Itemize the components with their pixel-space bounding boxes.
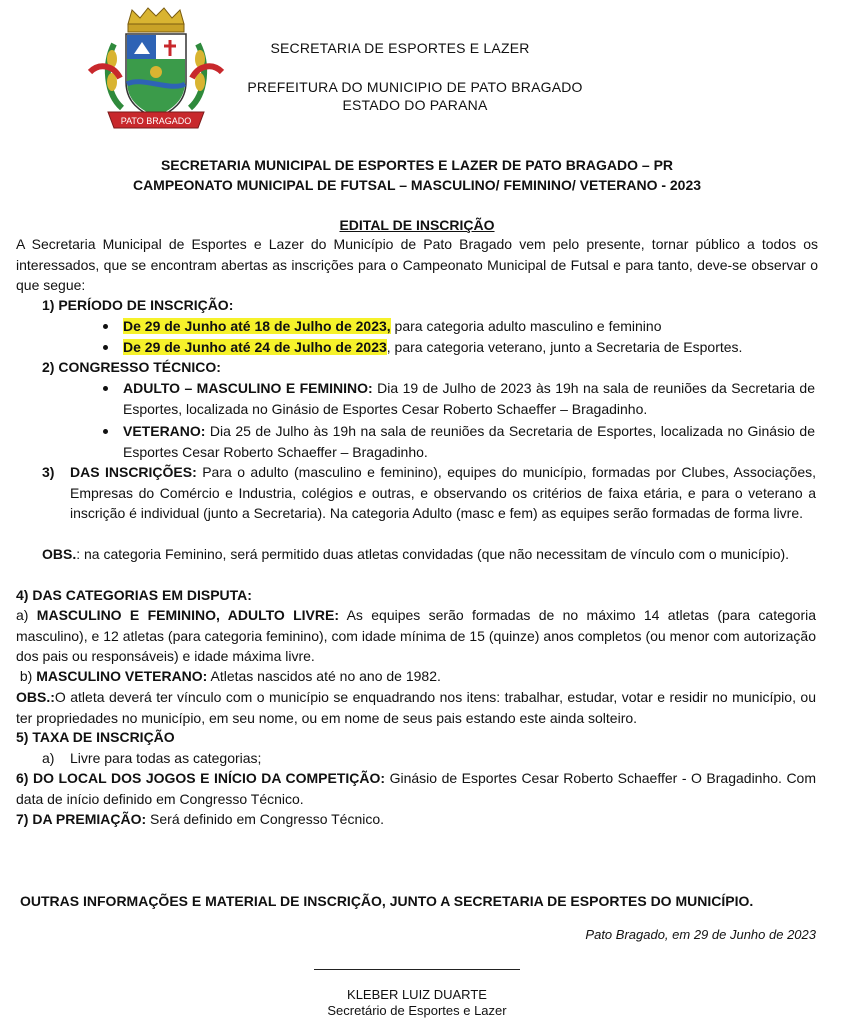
section-6-text: Ginásio de Esportes Cesar Roberto Schaeffer - O Bragadinho. Com data de início definido em Congresso Técnico. bbox=[16, 770, 817, 807]
section-6-paragraph bbox=[16, 768, 816, 809]
s4-obs-text: O atleta deverá ter vínculo com o município se enquadrando nos itens: trabalhar, estudar, votar e residir no município, ou ter propriedades no município, em seu nome, ou em nome de seus pais estando este ainda solteiro. bbox=[16, 689, 816, 726]
s4-a-text: As equipes serão formadas de no máximo 14 atletas (para categoria masculino), e 12 atletas (para categoria feminino), com idade mínima de 15 (quinze) anos completos (ou menor com autorização dos pais ou responsáveis) e idade máxima livre. bbox=[16, 607, 816, 664]
footer-date: Pato Bragado, em 29 de Junho de 2023 bbox=[585, 927, 816, 942]
section-3-obs-label: OBS. bbox=[42, 546, 77, 562]
section-6-heading: 6) DO LOCAL DOS JOGOS E INÍCIO DA COMPETIÇÃO: bbox=[16, 770, 386, 786]
s1-text-veterano: , para categoria veterano, junto a Secretaria de Esportes. bbox=[386, 339, 743, 355]
s2-bullet-adulto bbox=[123, 378, 815, 419]
section-5-heading: 5) TAXA DE INSCRIÇÃO bbox=[16, 729, 175, 745]
section-3-heading: DAS INSCRIÇÕES: bbox=[70, 464, 197, 480]
s4-b-label: MASCULINO VETERANO: bbox=[36, 668, 208, 684]
section-7-text: Será definido em Congresso Técnico. bbox=[146, 811, 385, 827]
section-7-heading: 7) DA PREMIAÇÃO: bbox=[16, 811, 147, 827]
section-3-number: 3) bbox=[42, 464, 55, 480]
crest-ribbon-text: PATO BRAGADO bbox=[120, 116, 192, 126]
s2-text-adulto: Dia 19 de Julho de 2023 às 19h na sala de reuniões da Secretaria de Esportes, localizada no Ginásio de Esportes Cesar Roberto Schaeffer – Bragadinho. bbox=[123, 380, 815, 417]
section-7-paragraph bbox=[16, 809, 816, 830]
s2-label-veterano: VETERANO: bbox=[123, 423, 206, 439]
s4-b-prefix: b) bbox=[16, 668, 37, 684]
s2-label-adulto: ADULTO – MASCULINO E FEMININO: bbox=[123, 380, 373, 396]
title-campeonato: CAMPEONATO MUNICIPAL DE FUTSAL – MASCULINO/ FEMININO/ VETERANO - 2023 bbox=[132, 177, 702, 193]
intro-paragraph: A Secretaria Municipal de Esportes e Lazer do Município de Pato Bragado vem pelo presente, tornar público a todos os interessados, que se encontram abertas as inscrições para o Campeonato Municipal de Futsal e para tanto, deve-se observar o que segue: bbox=[16, 236, 818, 293]
section-4-heading: 4) DAS CATEGORIAS EM DISPUTA: bbox=[16, 587, 252, 603]
bullet-dot bbox=[103, 386, 108, 391]
s4-obs-label: OBS.: bbox=[16, 689, 55, 705]
signer-name: KLEBER LUIZ DUARTE bbox=[347, 987, 487, 1002]
s1-date-adulto: De 29 de Junho até 18 de Julho de 2023, bbox=[123, 318, 391, 334]
s2-bullet-veterano bbox=[123, 421, 815, 462]
s2-text-veterano: Dia 25 de Julho às 19h na sala de reuniões da Secretaria de Esportes, localizada no Ginásio de Esportes Cesar Roberto Schaeffer – Bragadinho. bbox=[123, 423, 815, 460]
section-2-heading: 2) CONGRESSO TÉCNICO: bbox=[42, 359, 221, 375]
section-5-item: a) Livre para todas as categorias; bbox=[42, 750, 262, 766]
section-4-item-a bbox=[16, 605, 816, 667]
s1-date-veterano: De 29 de Junho até 24 de Julho de 2023 bbox=[123, 339, 387, 355]
s1-text-adulto: para categoria adulto masculino e feminino bbox=[390, 318, 662, 334]
section-1-heading: 1) PERÍODO DE INSCRIÇÃO: bbox=[42, 297, 234, 313]
s1-bullet-adulto bbox=[123, 316, 813, 337]
footer-note: OUTRAS INFORMAÇÕES E MATERIAL DE INSCRIÇÃO, JUNTO A SECRETARIA DE ESPORTES DO MUNICÍPIO. bbox=[20, 893, 754, 909]
s4-a-prefix: a) bbox=[16, 607, 37, 623]
header-prefeitura: PREFEITURA DO MUNICIPIO DE PATO BRAGADO bbox=[247, 79, 583, 95]
section-3-text: Para o adulto (masculino e feminino), equipes do município, formadas por Clubes, Associações, Empresas do Comércio e Industria, colégios e outras, e observando os critérios de faixa etária, e para o veterano a inscrição é individual (junto a Secretaria). Na categoria Adulto (masc e fem) as equipes serão formadas de forma livre. bbox=[70, 464, 816, 521]
section-3-paragraph bbox=[70, 462, 816, 524]
bullet-dot bbox=[103, 324, 108, 329]
section-4-item-b bbox=[16, 666, 816, 687]
section-4-obs bbox=[16, 687, 816, 728]
s1-bullet-veterano bbox=[123, 337, 813, 358]
signature-line bbox=[314, 969, 520, 970]
section-3-obs-text: : na categoria Feminino, será permitido duas atletas convidadas (que não necessitam de vínculo com o município). bbox=[76, 546, 790, 562]
bullet-dot bbox=[103, 429, 108, 434]
s4-a-label: MASCULINO E FEMININO, ADULTO LIVRE: bbox=[36, 607, 340, 623]
section-3-obs bbox=[42, 544, 816, 565]
title-edital: EDITAL DE INSCRIÇÃO bbox=[339, 217, 495, 233]
header-estado: ESTADO DO PARANA bbox=[342, 97, 488, 113]
s4-b-text: Atletas nascidos até no ano de 1982. bbox=[207, 668, 441, 684]
signer-role: Secretário de Esportes e Lazer bbox=[327, 1003, 507, 1018]
title-secretaria-municipal: SECRETARIA MUNICIPAL DE ESPORTES E LAZER DE PATO BRAGADO – PR bbox=[160, 157, 674, 173]
municipal-crest-logo bbox=[86, 4, 226, 132]
header-secretaria: SECRETARIA DE ESPORTES E LAZER bbox=[270, 40, 530, 56]
bullet-dot bbox=[103, 345, 108, 350]
